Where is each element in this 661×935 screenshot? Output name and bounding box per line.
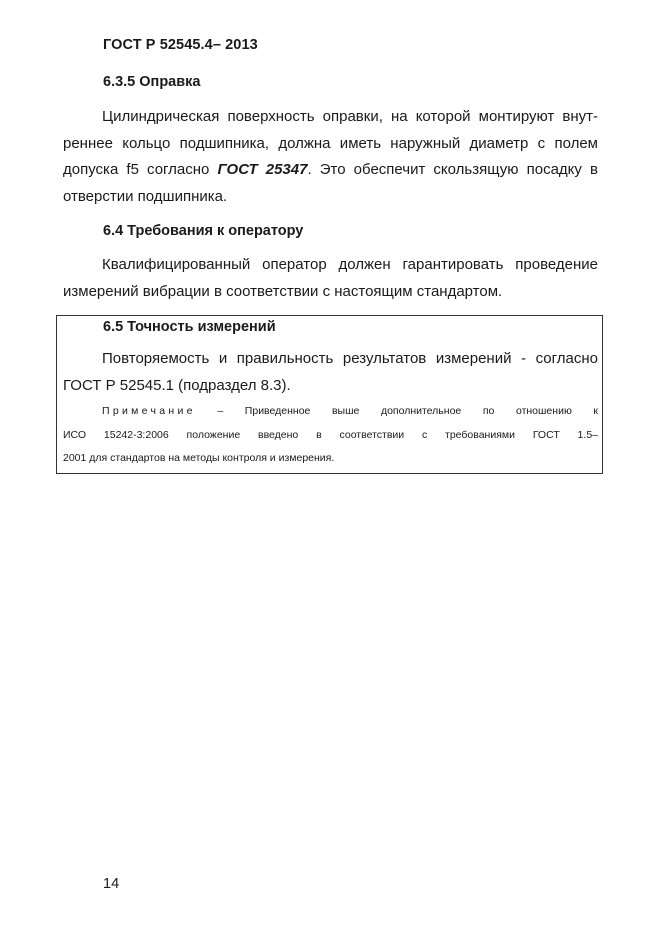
section-heading-6-4: 6.4 Требования к оператору (103, 223, 304, 239)
section-6-4-paragraph (63, 252, 598, 305)
paragraph-line: Квалифицированный оператор должен гарантировать проведение (102, 256, 598, 273)
text-fragment: – Приведенное выше дополнительное по отношению к (195, 405, 598, 417)
section-6-5-paragraph (63, 346, 598, 399)
section-heading-6-3-5: 6.3.5 Оправка (103, 74, 201, 90)
section-6-5-note (63, 400, 598, 471)
paragraph-line: отверстии подшипника. (63, 187, 228, 205)
page-number: 14 (103, 876, 120, 892)
text-fragment: . Это обеспечит скользящую посадку в (307, 161, 598, 178)
paragraph-line: реннее кольцо подшипника, должна иметь наружный диаметр с полем (63, 134, 598, 152)
document-header: ГОСТ Р 52545.4– 2013 (103, 37, 258, 53)
paragraph-line: ГОСТ Р 52545.1 (подраздел 8.3). (63, 376, 291, 394)
note-line: ИСО 15242-3:2006 положение введено в соответствии с требованиями ГОСТ 1.5– (63, 428, 598, 441)
section-heading-6-5: 6.5 Точность измерений (103, 319, 276, 335)
text-fragment: допуска f5 согласно (63, 161, 218, 178)
paragraph-line (63, 157, 598, 184)
note-line: 2001 для стандартов на методы контроля и измерения. (63, 452, 335, 464)
note-label: Примечание (102, 405, 196, 417)
section-6-3-5-paragraph (63, 104, 598, 210)
standard-reference: ГОСТ 25347 (217, 161, 308, 178)
paragraph-line: Цилиндрическая поверхность оправки, на которой монтируют внут- (102, 108, 598, 125)
note-line (63, 400, 598, 424)
paragraph-line: измерений вибрации в соответствии с настоящим стандартом. (63, 282, 503, 300)
paragraph-line: Повторяемость и правильность результатов измерений - согласно (102, 350, 598, 367)
